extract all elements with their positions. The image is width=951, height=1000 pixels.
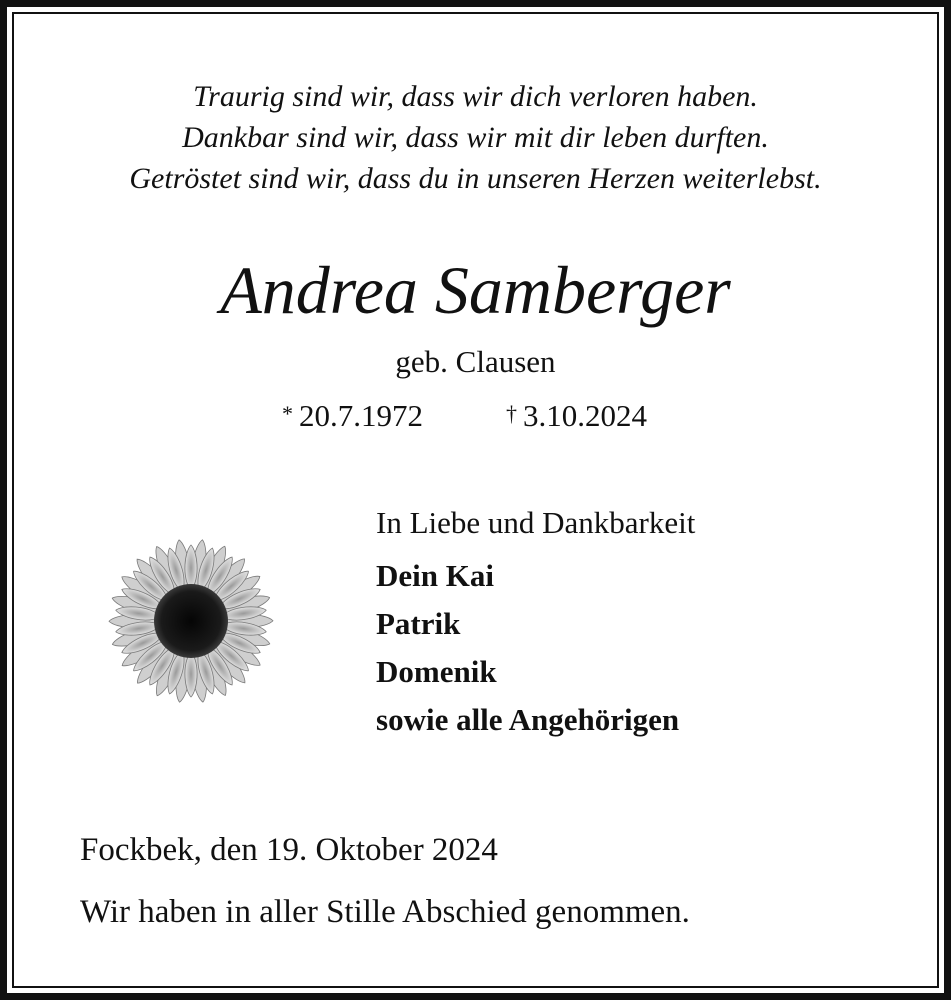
poem-line: Getröstet sind wir, dass du in unseren Herzen weiterlebst.	[129, 162, 822, 195]
mourner-name: Patrik	[376, 606, 461, 641]
birth-date-group	[282, 396, 423, 436]
poem	[0, 76, 951, 199]
mourner-name: sowie alle Angehörigen	[376, 702, 680, 737]
death-date: 3.10.2024	[523, 398, 647, 433]
mourners-block	[376, 502, 695, 744]
birth-symbol: *	[282, 401, 293, 426]
mourners-intro: In Liebe und Dankbarkeit	[376, 505, 696, 540]
poem-line: Traurig sind wir, dass wir dich verloren haben.	[193, 80, 758, 113]
sunflower-icon	[103, 533, 279, 709]
mourner-name: Domenik	[376, 654, 497, 689]
birth-date: 20.7.1972	[299, 398, 423, 433]
sunflower-center	[154, 584, 228, 658]
place-date: Fockbek, den 19. Oktober 2024	[80, 832, 498, 868]
maiden-name: geb. Clausen	[395, 344, 556, 379]
death-date-group	[506, 396, 647, 436]
mourner-name: Dein Kai	[376, 558, 494, 593]
death-symbol: †	[506, 401, 517, 426]
farewell-note: Wir haben in aller Stille Abschied genommen.	[80, 894, 690, 930]
deceased-name: Andrea Samberger	[220, 252, 731, 328]
poem-line: Dankbar sind wir, dass wir mit dir leben durften.	[182, 121, 769, 154]
